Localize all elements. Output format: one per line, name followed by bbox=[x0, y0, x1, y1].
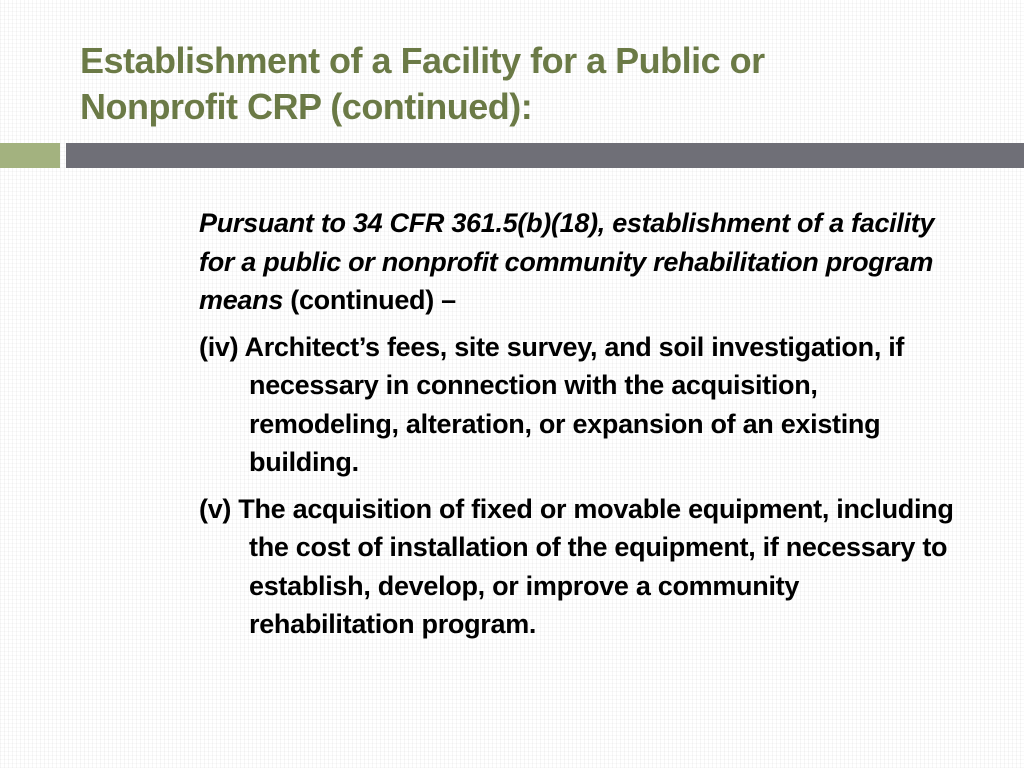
list-item-iv: (iv) Architect’s fees, site survey, and soil investigation, if necessary in connection with the acquisition, remodeling, alteration, or expansion of an existing building. bbox=[199, 331, 905, 477]
accent-bar-gray bbox=[66, 143, 1024, 168]
slide-title bbox=[80, 38, 980, 130]
intro-continued-text: (continued) – bbox=[283, 285, 456, 315]
slide-body bbox=[199, 204, 959, 652]
slide-title-line-1: Establishment of a Facility for a Public or bbox=[80, 40, 765, 81]
intro-paragraph bbox=[199, 204, 959, 320]
accent-bar-green bbox=[0, 143, 60, 168]
intro-citation-text: Pursuant to 34 CFR 361.5(b)(18), establishment of a facility for a public or nonprofit community rehabilitation program means bbox=[199, 208, 935, 315]
slide-title-line-2: Nonprofit CRP (continued): bbox=[80, 86, 533, 127]
list-item-v: (v) The acquisition of fixed or movable equipment, including the cost of installation of the equipment, if necessary to establish, develop, or improve a community rehabilitation program. bbox=[199, 493, 954, 639]
